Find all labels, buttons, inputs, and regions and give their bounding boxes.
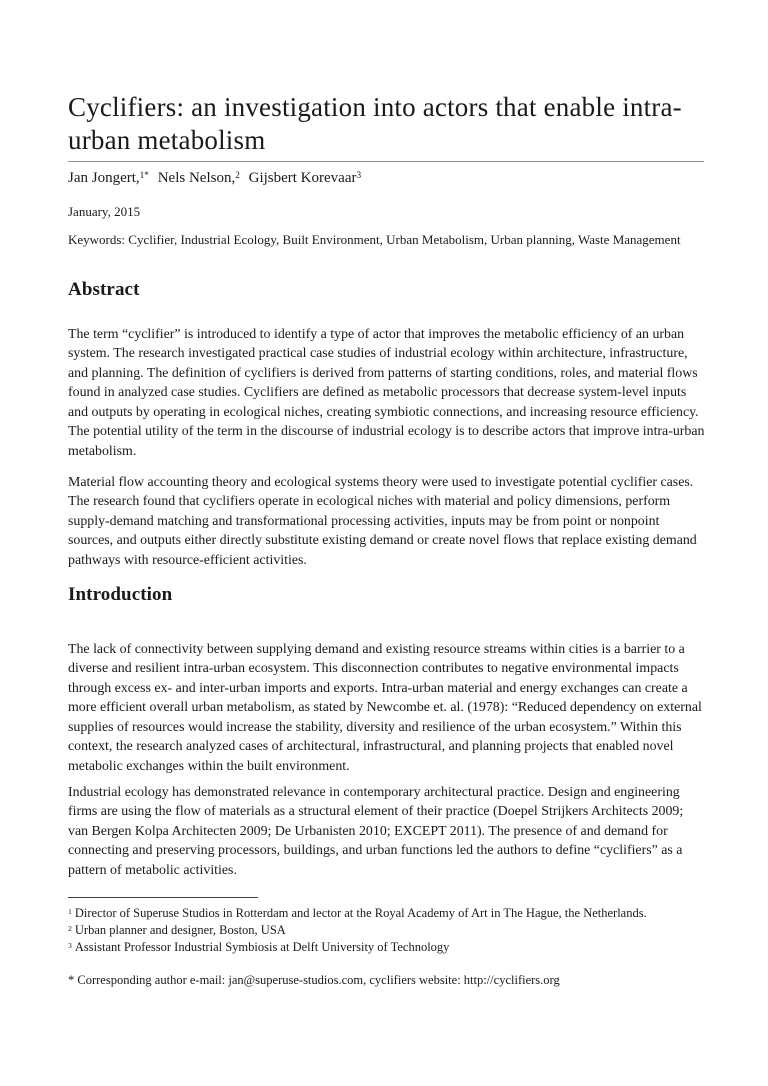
author-3-affiliation-marker: 3 (356, 170, 362, 181)
author-3-name: Gijsbert Korevaar (248, 170, 357, 186)
footnote-1-marker: 1 (68, 906, 72, 916)
footnotes-block (68, 905, 702, 956)
footnote-1 (68, 905, 702, 922)
footnote-3 (68, 939, 702, 956)
author-2 (158, 170, 240, 186)
author-3 (249, 170, 362, 186)
abstract-heading: Abstract (68, 279, 140, 300)
abstract-paragraph-1: The term “cyclifier” is introduced to identify a type of actor that improves the metabolic efficiency of an urban system. The research investigated practical case studies of industrial ecology within architecture, infrastructure, and planning. The definition of cyclifiers is derived from patterns of starting conditions, roles, and material flows found in analyzed case studies. Cyclifiers are defined as metabolic processors that decrease system-level inputs and outputs by operating in ecological niches, creating symbiotic connections, and increasing resource efficiency. The potential utility of the term in the discourse of industrial ecology is to describe actors that improve intra-urban metabolism. (68, 326, 705, 459)
footnote-3-text: Assistant Professor Industrial Symbiosis at Delft University of Technology (74, 940, 450, 954)
keywords-line: Keywords: Cyclifier, Industrial Ecology, Built Environment, Urban Metabolism, Urban planning, Waste Management (68, 232, 681, 247)
paper-title: Cyclifiers: an investigation into actors that enable intra-urban metabolism (68, 91, 704, 162)
introduction-paragraph-1: The lack of connectivity between supplying demand and existing resource streams within cities is a barrier to a diverse and resilient intra-urban ecosystem. This disconnection contributes to negative environmental impacts through excess ex- and inter-urban imports and exports. Intra-urban material and energy exchanges can create a more efficient overall urban metabolism, as stated by Newcombe et. al. (1978): “Reduced dependency on external supplies of resources would increase the stability, diversity and resilience of the urban ecosystem.” Within this context, the research analyzed cases of architectural, infrastructural, and planning projects that enabled novel metabolic exchanges within the built environment. (68, 641, 702, 774)
corresponding-author-note: * Corresponding author e-mail: jan@superuse-studios.com, cyclifiers website: http://cyclifiers.org (68, 973, 560, 987)
introduction-paragraph-2: Industrial ecology has demonstrated relevance in contemporary architectural practice. Design and engineering firms are using the flow of materials as a structural element of their practice (Doepel Strijkers Architects 2009; van Bergen Kolpa Architecten 2009; De Urbanisten 2010; EXCEPT 2011). The presence of and demand for connecting and preserving processors, buildings, and urban functions led the authors to define “cyclifiers” as a pattern of metabolic activities. (68, 784, 684, 878)
footnote-1-text: Director of Superuse Studios in Rotterdam and lector at the Royal Academy of Art in The Hague, the Netherlands. (74, 906, 647, 920)
author-1-name: Jan Jongert, (68, 170, 140, 186)
author-2-name: Nels Nelson, (157, 170, 236, 186)
abstract-paragraph-2: Material flow accounting theory and ecological systems theory were used to investigate potential cyclifier cases. The research found that cyclifiers operate in ecological niches with material and policy dimensions, perform supply-demand matching and transformational processing activities, inputs may be from point or nonpoint sources, and outputs either directly substitute existing demand or create novel flows that replace existing demand pathways with resource-efficient activities. (68, 474, 697, 568)
footnote-2-text: Urban planner and designer, Boston, USA (74, 923, 286, 937)
footnote-3-marker: 3 (68, 940, 72, 950)
footnote-2-marker: 2 (68, 923, 72, 933)
footnote-2 (68, 922, 702, 939)
author-2-affiliation-marker: 2 (235, 170, 240, 181)
publication-date: January, 2015 (68, 204, 141, 219)
footnote-separator-rule (68, 897, 258, 898)
introduction-heading: Introduction (68, 584, 173, 605)
author-line (68, 170, 702, 187)
author-1-affiliation-marker: 1* (139, 170, 149, 181)
author-1 (68, 170, 149, 186)
